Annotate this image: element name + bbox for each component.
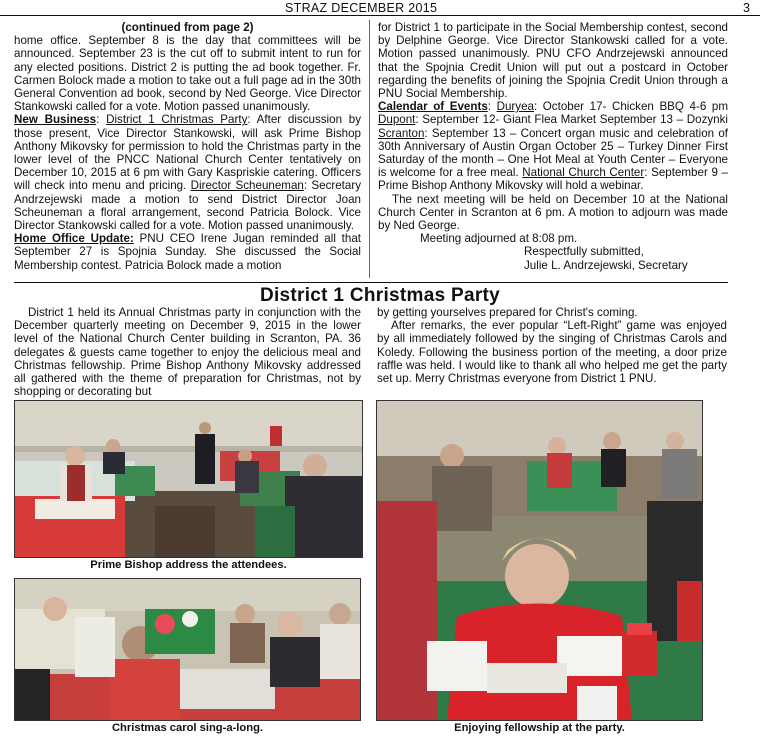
new-business-text: : After discussion by those present, Vice Director Stankowski, will ask Prime Bishop Anthony Mikovsky for permission to hold the Christmas party in the lower level of the PNCC National Church Center tentatively on December 10, 2015 at 6 pm with Gary Kaspriskie catering. Officers will check into menu and pricing. <box>14 113 361 193</box>
newsletter-title: STRAZ DECEMBER 2015 <box>285 1 438 15</box>
secretary-signature: Julie L. Andrzejewski, Secretary <box>524 258 688 272</box>
scranton-text: : September 13 – Concert organ music and celebration of 30th Anniversary of Austin Organ October 25 – Turkey Dinner First Saturday of the month – One Hot Meal at Youth Center – Everyone is welcome for a free meal. <box>378 126 728 180</box>
article-paragraph: District 1 held its Annual Christmas party in conjunction with the December quarterly meeting on December 9, 2015 in the lower level of the National Church Center building in Scranton, PA. 36 delegates & guests came together to enjoy the delicious meal and Christmas fellowship. Prime Bishop Anthony Mikovsky addressed all gathered with the theme of preparation for Christmas, not by shopping or decorating but <box>14 306 361 399</box>
calendar-label: Calendar of Events <box>378 100 488 114</box>
page-header <box>0 0 760 16</box>
article-column-left <box>14 306 361 398</box>
minutes-column-left <box>14 21 361 272</box>
director-text: : Secretary Andrzejewski made a motion to send District Director Joan Scheuneman a floral arrangement, second Patricia Bolock. Vice Director Stankowski called for a vote. Motion passed unanimously. <box>14 179 361 233</box>
article-paragraph: by getting yourselves prepared for Christ's coming. <box>377 306 638 319</box>
page-number: 3 <box>743 1 750 15</box>
photo-bishop-image <box>15 401 363 558</box>
duryea-text: : October 17- Chicken BBQ 4-6 pm <box>533 100 728 114</box>
section-divider <box>14 282 728 283</box>
photo-bishop-address <box>14 400 363 558</box>
minutes-paragraph-cont: for District 1 to participate in the Social Membership contest, second by Delphine George. Vice Director Stankowski called for a vote. Motion passed unanimously. PNU CFO Andrzejewski announced that the Spojnia Credit Union will put out a postcard in October regarding the benefits of joining the Spojnia Credit Union through a PNU Social Membership. <box>378 21 728 101</box>
photo-bishop-caption: Prime Bishop address the attendees. <box>90 559 287 571</box>
signoff-line: Respectfully submitted, <box>524 245 644 259</box>
home-office-text: PNU CEO Irene Jugan reminded all that September 27 is Spojnia Sunday. She discussed the Social Membership contest. Patricia Bolock made a motion <box>14 232 362 272</box>
article-paragraph: After remarks, the ever popular “Left-Right” game was enjoyed by all immediately followed by the singing of Christmas Carols and Koledy. Following the business portion of the meeting, a door prize raffle was held. I would like to thank all who helped me get the party set up. Merry Christmas everyone from District 1 PNU. <box>377 319 727 386</box>
scranton-label: Scranton <box>378 126 425 140</box>
dupont-text: : September 12- Giant Flea Market September 13 – Dozynki <box>415 113 728 127</box>
article-column-right <box>377 306 727 385</box>
photo-carol-singalong <box>14 578 361 721</box>
article-title: District 1 Christmas Party <box>259 285 501 306</box>
ncc-label: National Church Center <box>522 166 645 180</box>
home-office-paragraph <box>14 232 361 272</box>
column-divider <box>369 20 370 278</box>
new-business-label: New Business <box>14 113 97 127</box>
dupont-label: Dupont <box>378 113 416 127</box>
photo-fellowship-caption: Enjoying fellowship at the party. <box>454 722 625 734</box>
photo-carol-caption: Christmas carol sing-a-long. <box>111 722 264 734</box>
next-meeting-paragraph: The next meeting will be held on December 10 at the National Church Center in Scranton at 6 pm. A motion to adjourn was made by Ned George. <box>378 192 728 233</box>
ncc-text: : September 9 – Prime Bishop Anthony Mikovsky will hold a webinar. <box>378 166 728 193</box>
christmas-party-subhead: District 1 Christmas Party <box>106 113 248 127</box>
new-business-paragraph: New Business: District 1 Christmas Party: After discussion by those present, Vice Director Stankowski, will ask Prime Bishop Anthony Mikovsky for permission to hold the Christmas party in the lower level of the PNCC National Church Center tentatively on December 10, 2015 at 6 pm with Gary Kaspriskie catering. Officers will check into menu and pricing. Director Scheuneman: Secretary Andrzejewski made a motion to send District Director Joan Scheuneman a floral arrangement, second Patricia Bolock. Vice Director Stankowski called for a vote. Motion passed unanimously. <box>14 113 361 233</box>
photo-carol-image <box>15 579 361 721</box>
minutes-paragraph: home office. September 8 is the day that committees will be announced. September 23 is the cut off to submit intent to run for any elected positions. District 2 is putting the ad book together. Fr. Carmen Bolock made a motion to take out a full page ad in the 30th General Convention ad book, second by Ned George. Vice Director Stankowski called for a vote. Motion passed unanimously. <box>14 34 361 114</box>
director-subhead: Director Scheuneman <box>190 179 304 193</box>
duryea-label: Duryea <box>496 100 534 114</box>
photo-fellowship <box>376 400 703 721</box>
calendar-paragraph: Calendar of Events: Duryea: October 17- Chicken BBQ 4-6 pm Dupont: September 12- Giant Flea Market September 13 – Dozynki Scranton: September 13 – Concert organ music and celebration of 30th Anniversary of Austin Organ October 25 – Turkey Dinner First Saturday of the month – One Hot Meal at Youth Center – Everyone is welcome for a free meal. National Church Center: September 9 – Prime Bishop Anthony Mikovsky will hold a webinar. <box>378 100 728 193</box>
continued-note: (continued from page 2) <box>121 21 254 34</box>
adjourn-line: Meeting adjourned at 8:08 pm. <box>420 232 578 246</box>
home-office-label: Home Office Update: <box>14 232 134 246</box>
photo-fellowship-image <box>377 401 703 721</box>
minutes-column-right <box>378 21 728 272</box>
